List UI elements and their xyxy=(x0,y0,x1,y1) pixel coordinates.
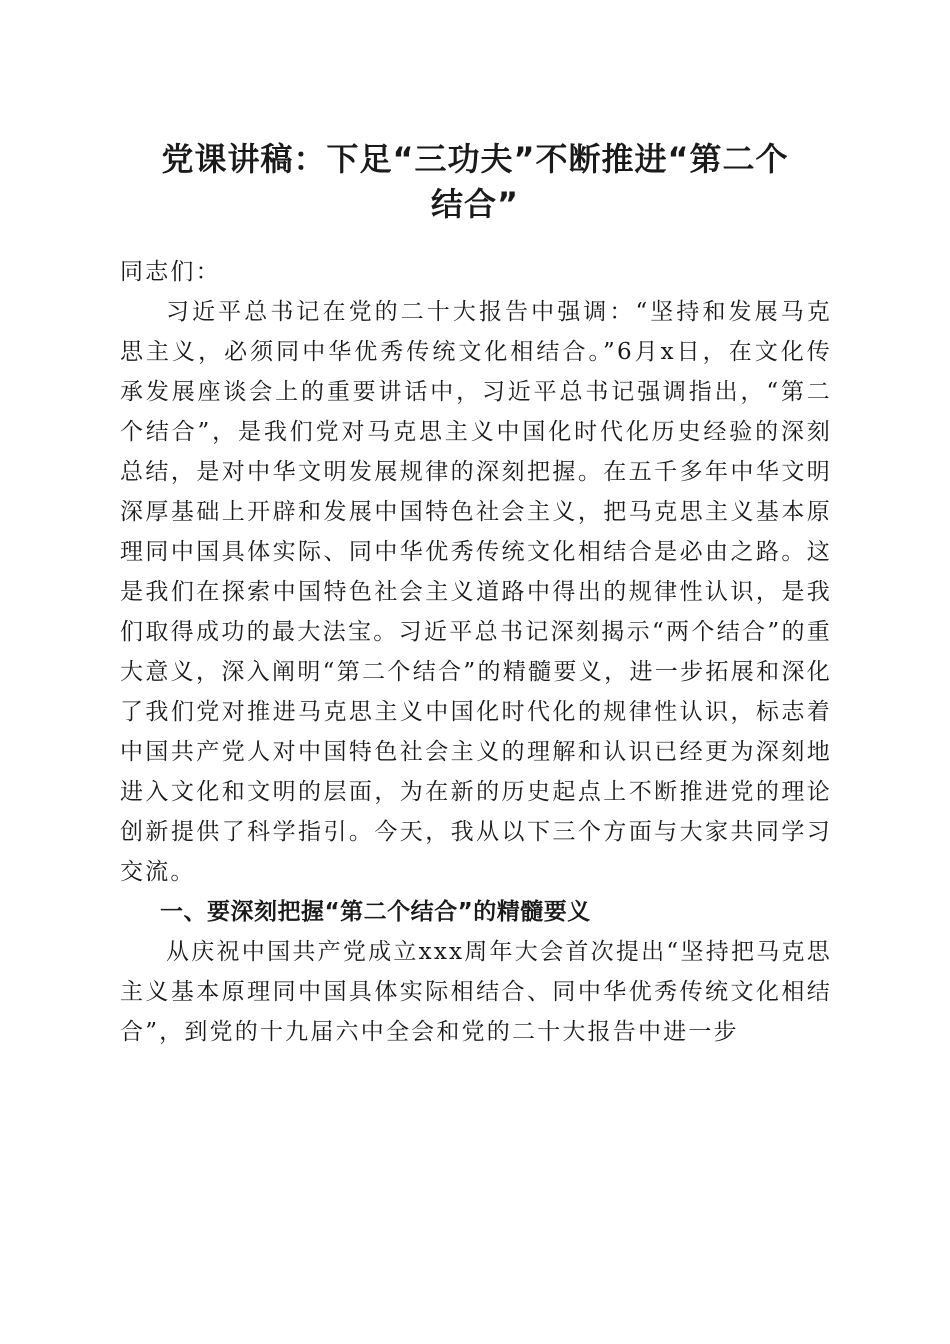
paragraph-intro: 习近平总书记在党的二十大报告中强调：“坚持和发展马克思主义，必须同中华优秀传统文化相结合。”6月x日，在文化传承发展座谈会上的重要讲话中，习近平总书记强调指出，“第二个结合”，是我们党对马克思主义中国化时代化历史经验的深刻总结，是对中华文明发展规律的深刻把握。在五千多年中华文明深厚基础上开辟和发展中国特色社会主义，把马克思主义基本原理同中国具体实际、同中华优秀传统文化相结合是必由之路。这是我们在探索中国特色社会主义道路中得出的规律性认识，是我们取得成功的最大法宝。习近平总书记深刻揭示“两个结合”的重大意义，深入阐明“第二个结合”的精髓要义，进一步拓展和深化了我们党对推进马克思主义中国化时代化的规律性认识，标志着中国共产党人对中国特色社会主义的理解和认识已经更为深刻地进入文化和文明的层面，为在新的历史起点上不断推进党的理论创新提供了科学指引。今天，我从以下三个方面与大家共同学习交流。 xyxy=(120,299,832,885)
document-title xyxy=(110,137,840,227)
document-body xyxy=(120,252,832,1052)
title-line-1: 党课讲稿：下足“三功夫”不断推进“第二个 xyxy=(161,140,789,178)
title-line-2: 结合” xyxy=(430,185,520,223)
paragraph-section-1: 从庆祝中国共产党成立xxx周年大会首次提出“坚持把马克思主义基本原理同中国具体实际相结合、同中华优秀传统文化相结合”，到党的十九届六中全会和党的二十大报告中进一步 xyxy=(120,939,832,1045)
section-heading-1: 一、要深刻把握“第二个结合”的精髓要义 xyxy=(160,899,591,925)
salutation: 同志们： xyxy=(120,259,221,285)
